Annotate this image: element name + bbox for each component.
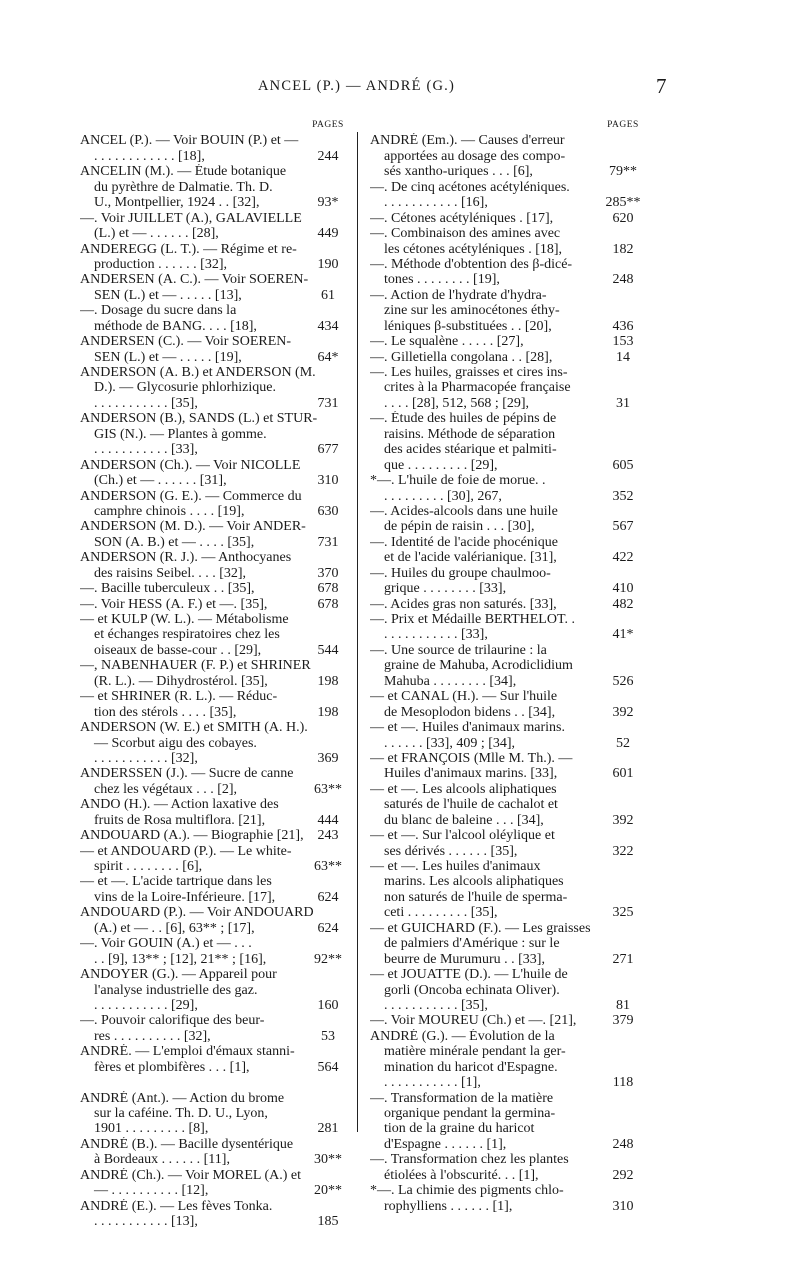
page-ref: 63** <box>314 781 342 797</box>
entry-line: —. Bacille tuberculeux . . [35], <box>80 581 255 597</box>
entry-line: — et —. Les huiles d'animaux <box>370 859 541 874</box>
entry-line: ANDERSEN (A. C.). — Voir SOEREN- <box>80 272 309 288</box>
page-ref: 190 <box>317 256 339 272</box>
page-ref: 198 <box>317 704 339 720</box>
entry-line: —. De cinq acétones acétyléniques. <box>370 179 570 195</box>
entry-line: ANDOYER (G.). — Appareil pour <box>80 967 277 983</box>
entry-line: — et GUICHARD (F.). — Les graisses <box>370 920 591 936</box>
entry-line: SEN (L.) et — . . . . . [19], <box>94 349 242 365</box>
entry-line: . . . . . . . . . . . [35], <box>94 395 198 411</box>
page-ref: 410 <box>612 581 634 597</box>
entry-line: que . . . . . . . . . [29], <box>384 457 498 473</box>
entry-line: du blanc de baleine . . . [34], <box>384 812 544 828</box>
entry-line: chez les végétaux . . . [2], <box>94 781 238 797</box>
entry-line: camphre chinois . . . . [19], <box>94 503 245 519</box>
entry-line: U., Montpellier, 1924 . . [32], <box>94 195 260 211</box>
entry-line: mination du haricot d'Espagne. <box>384 1059 558 1075</box>
entry-line: les cétones acétyléniques . [18], <box>384 241 563 257</box>
page-ref: 118 <box>612 1075 634 1091</box>
entry-line: de Mesoplodon bidens . . [34], <box>384 704 556 720</box>
entry-line: . . . . . . . . . . . [33], <box>384 627 488 643</box>
entry-line: marins. Les alcools aliphatiques <box>384 874 564 890</box>
entry-line: l'analyse industrielle des gaz. <box>94 982 258 998</box>
entry-line: ANDERSON (M. D.). — Voir ANDER- <box>80 519 306 535</box>
entry-line: —. Méthode d'obtention des β-dicé- <box>370 256 573 272</box>
entry-line: ANDOUARD (P.). — Voir ANDOUARD <box>80 905 314 921</box>
entry-line: — et —. Sur l'alcool oléylique et <box>370 828 555 844</box>
entry-line: non saturés de l'huile de sperma- <box>384 889 568 905</box>
entry-line: —. Voir JUILLET (A.), GALAVIELLE <box>80 210 302 226</box>
page-ref: 310 <box>317 473 339 489</box>
entry-line: . . . . . . . . . . . [13], <box>94 1214 198 1230</box>
entry-line: à Bordeaux . . . . . . [11], <box>94 1152 230 1168</box>
entry-line: sés xantho-uriques . . . [6], <box>384 164 533 180</box>
page-ref: 64* <box>317 349 339 365</box>
pages-heading-left: PAGES <box>312 120 344 130</box>
page-ref: 422 <box>612 550 634 566</box>
page-ref: 285** <box>605 195 641 211</box>
entry-line: —. Acides gras non saturés. [33], <box>370 596 557 612</box>
entry-line: — et JOUATTE (D.). — L'huile de <box>370 967 568 983</box>
page-ref: 449 <box>317 226 339 242</box>
entry-line: ANDERSSEN (J.). — Sucre de canne <box>80 766 294 782</box>
entry-line: —. Prix et Médaille BERTHELOT. . <box>370 612 575 627</box>
page-ref: 678 <box>317 596 339 612</box>
entry-line: ANDRÉ. — L'emploi d'émaux stanni- <box>80 1044 295 1060</box>
page-ref: 678 <box>317 581 339 597</box>
entry-line: ceti . . . . . . . . . [35], <box>384 905 498 921</box>
entry-line: —. Voir GOUIN (A.) et — . . . <box>80 936 252 952</box>
entry-line: gorli (Oncoba echinata Oliver). <box>384 982 560 998</box>
entry-line: —. Action de l'hydrate d'hydra- <box>370 287 547 303</box>
page-ref: 41* <box>612 627 634 643</box>
entry-line: . . . . . . . . . . . . [18], <box>94 148 205 164</box>
left-pages-column <box>293 118 363 1230</box>
page-ref: 53 <box>321 1028 335 1044</box>
entry-line: ANDO (H.). — Action laxative des <box>80 797 279 813</box>
page-ref: 601 <box>612 766 634 782</box>
entry-line: —. Pouvoir calorifique des beur- <box>80 1013 265 1029</box>
page-ref: 436 <box>612 318 634 334</box>
page-ref: 630 <box>317 503 339 519</box>
entry-line: ANDRÉ (Ant.). — Action du brome <box>80 1090 285 1106</box>
entry-line: . . . . . . . . . [30], 267, <box>384 488 502 504</box>
page-ref: 81 <box>616 997 630 1013</box>
page-ref: 392 <box>612 812 634 828</box>
entry-line: —. Les huiles, graisses et cires ins- <box>370 365 568 380</box>
page-ref: 20** <box>314 1183 342 1199</box>
page-ref: 243 <box>317 828 339 844</box>
entry-line: ANCELIN (M.). — Étude botanique <box>80 164 287 180</box>
page-ref: 14 <box>616 349 630 365</box>
entry-line: — et CANAL (H.). — Sur l'huile <box>370 689 558 705</box>
entry-line: méthode de BANG. . . . [18], <box>94 318 257 334</box>
entry-line: ses dérivés . . . . . . [35], <box>384 843 518 859</box>
entry-line: —, NABENHAUER (F. P.) et SHRINER <box>80 658 311 674</box>
entry-line: . . . . . . [33], 409 ; [34], <box>384 735 516 751</box>
entry-line: *—. L'huile de foie de morue. . <box>370 473 546 489</box>
page-ref: 271 <box>612 951 634 967</box>
entry-line: — et —. Les alcools aliphatiques <box>370 781 557 797</box>
entry-line: . . . . . . . . . . . [33], <box>94 442 198 458</box>
entry-line: crites à la Pharmacopée française <box>384 380 571 396</box>
entry-line: —. Cétones acétyléniques . [17], <box>370 210 554 226</box>
entry-line: tion des stérols . . . . [35], <box>94 704 237 720</box>
entry-line: —. Combinaison des amines avec <box>370 226 561 242</box>
page-ref: 567 <box>612 519 634 535</box>
entry-line: —. Gilletiella congolana . . [28], <box>370 349 553 365</box>
entry-line: et échanges respiratoires chez les <box>94 627 280 643</box>
entry-line: ANDERSON (G. E.). — Commerce du <box>80 488 302 504</box>
entry-line: (Ch.) et — . . . . . . [31], <box>94 473 227 489</box>
page-ref: 153 <box>612 334 634 350</box>
page-ref: 564 <box>317 1059 339 1075</box>
page-ref: 30** <box>314 1152 342 1168</box>
entry-line: oiseaux de basse-cour . . [29], <box>94 642 262 658</box>
entry-line: *—. La chimie des pigments chlo- <box>370 1183 564 1199</box>
entry-line: vins de la Loire-Inférieure. [17], <box>94 889 276 905</box>
entry-line: . . . . . . . . . . . [35], <box>384 997 488 1013</box>
page-ref: 605 <box>612 457 634 473</box>
page-ref: 160 <box>317 997 339 1013</box>
entry-line: —. Acides-alcools dans une huile <box>370 503 558 519</box>
page-ref: 185 <box>317 1214 339 1230</box>
entry-line: ANDERSON (B.), SANDS (L.) et STUR- <box>80 411 318 427</box>
entry-line: . . . . . . . . . . . [1], <box>384 1075 481 1091</box>
entry-line: fruits de Rosa multiflora. [21], <box>94 812 266 828</box>
entry-line: des acides stéarique et palmiti- <box>384 442 557 458</box>
page-ref: 624 <box>317 920 339 936</box>
entry-line: du pyrèthre de Dalmatie. Th. D. <box>94 179 273 195</box>
entry-line: res . . . . . . . . . . [32], <box>94 1028 211 1044</box>
entry-line: — et —. L'acide tartrique dans les <box>80 874 272 890</box>
entry-line: —. Transformation de la matière <box>370 1090 554 1106</box>
entry-line: . . . . . . . . . . . [29], <box>94 997 198 1013</box>
entry-line: apportées au dosage des compo- <box>384 148 566 164</box>
entry-line: ANDERSON (Ch.). — Voir NICOLLE <box>80 457 301 473</box>
page-ref: 31 <box>616 395 630 411</box>
page-ref: 731 <box>317 395 339 411</box>
entry-line: zine sur les aminocétones éthy- <box>384 303 560 319</box>
entry-line: D.). — Glycosurie phlorhizique. <box>94 380 276 396</box>
entry-line: ANDRÉ (Em.). — Causes d'erreur <box>370 133 565 149</box>
entry-line: ANDERSON (A. B.) et ANDERSON (M. <box>80 365 316 380</box>
page-header <box>0 74 800 104</box>
entry-line: —. Une source de trilaurine : la <box>370 642 547 658</box>
page-ref: 93* <box>317 195 339 211</box>
entry-line: SEN (L.) et — . . . . . [13], <box>94 287 242 303</box>
page-ref: 370 <box>317 565 339 581</box>
page-ref: 63** <box>314 859 342 874</box>
page-ref: 731 <box>317 534 339 550</box>
page-ref: 310 <box>612 1198 634 1214</box>
page-ref: 92** <box>314 951 342 967</box>
page-ref: 392 <box>612 704 634 720</box>
entry-line: . . . . [28], 512, 568 ; [29], <box>384 395 530 411</box>
entry-line: — et FRANÇOIS (Mlle M. Th.). — <box>370 750 573 766</box>
page-ref: 292 <box>612 1167 634 1183</box>
page-ref: 248 <box>612 1136 634 1152</box>
entry-line: —. Voir HESS (A. F.) et —. [35], <box>80 596 268 612</box>
entry-line: — et KULP (W. L.). — Métabolisme <box>80 612 289 627</box>
page-ref: 281 <box>317 1121 339 1137</box>
page-ref: 352 <box>612 488 634 504</box>
entry-line: léniques β-substituées . . [20], <box>384 318 552 334</box>
entry-line: — et ANDOUARD (P.). — Le white- <box>80 843 292 859</box>
entry-line: (L.) et — . . . . . . [28], <box>94 226 219 242</box>
entry-line: —. Dosage du sucre dans la <box>80 303 237 319</box>
entry-line: ANDERSON (W. E.) et SMITH (A. H.). <box>80 720 308 736</box>
entry-line: et de l'acide valérianique. [31], <box>384 550 557 566</box>
entry-line: GIS (N.). — Plantes à gomme. <box>94 426 267 442</box>
page-ref: 624 <box>317 889 339 905</box>
page-ref: 482 <box>612 596 634 612</box>
page-ref: 369 <box>317 750 339 766</box>
page-ref: 526 <box>612 673 634 689</box>
entry-line: beurre de Murumuru . . [33], <box>384 951 545 967</box>
entry-line: (R. L.). — Dihydrostérol. [35], <box>94 673 268 689</box>
entry-line: tones . . . . . . . . [19], <box>384 272 500 288</box>
page-ref: 248 <box>612 272 634 288</box>
entry-line: —. Transformation chez les plantes <box>370 1152 569 1168</box>
running-head: ANCEL (P.) — ANDRÉ (G.) <box>258 78 456 94</box>
entry-line: étiolées à l'obscurité. . . [1], <box>384 1167 539 1183</box>
page-number: 7 <box>656 74 667 98</box>
entry-line: SON (A. B.) et — . . . . [35], <box>94 534 255 550</box>
entry-line: matière minérale pendant la ger- <box>384 1044 566 1060</box>
entry-line: tion de la graine du haricot <box>384 1121 535 1137</box>
entry-line: graine de Mahuba, Acrodiclidium <box>384 658 573 674</box>
entry-line: . . [9], 13** ; [12], 21** ; [16], <box>94 951 267 967</box>
entry-line: . . . . . . . . . . . [16], <box>384 195 488 211</box>
entry-line: Huiles d'animaux marins. [33], <box>384 766 558 782</box>
entry-line: ANDEREGG (L. T.). — Régime et re- <box>80 241 297 257</box>
page-ref: 544 <box>317 642 339 658</box>
right-pages-column <box>588 118 658 1214</box>
entry-line: 1901 . . . . . . . . . [8], <box>94 1121 209 1137</box>
page-ref: 61 <box>321 287 335 303</box>
page-ref: 677 <box>317 442 339 458</box>
entry-line: de pépin de raisin . . . [30], <box>384 519 535 535</box>
entry-line: —. Voir MOUREU (Ch.) et —. [21], <box>370 1013 577 1029</box>
entry-line: —. Le squalène . . . . . [27], <box>370 334 524 350</box>
entry-line: grique . . . . . . . . [33], <box>384 581 507 597</box>
entry-line: spirit . . . . . . . . [6], <box>94 859 203 874</box>
pages-heading-right: PAGES <box>607 120 639 130</box>
entry-line: ANDRÉ (E.). — Les fèves Tonka. <box>80 1198 273 1214</box>
entry-line: —. Identité de l'acide phocénique <box>370 534 558 550</box>
entry-line: des raisins Seibel. . . . [32], <box>94 565 247 581</box>
entry-line: ANDERSEN (C.). — Voir SOEREN- <box>80 334 292 350</box>
entry-line: — et —. Huiles d'animaux marins. <box>370 720 565 736</box>
entry-line: ANDRÉ (Ch.). — Voir MOREL (A.) et <box>80 1167 302 1183</box>
entry-line: —. Huiles du groupe chaulmoo- <box>370 565 551 581</box>
page-ref: 52 <box>616 735 630 751</box>
entry-line: raisins. Méthode de séparation <box>384 426 556 442</box>
page-ref: 434 <box>317 318 339 334</box>
entry-line: ANCEL (P.). — Voir BOUIN (P.) et — <box>80 133 299 149</box>
entry-line: de palmiers d'Amérique : sur le <box>384 936 560 952</box>
page-ref: 322 <box>612 843 634 859</box>
entry-line: rophylliens . . . . . . [1], <box>384 1198 513 1214</box>
entry-line: production . . . . . . [32], <box>94 256 227 272</box>
entry-line: — . . . . . . . . . . [12], <box>94 1183 209 1199</box>
page-ref: 182 <box>612 241 634 257</box>
page-ref: 379 <box>612 1013 634 1029</box>
page-ref: 620 <box>612 210 634 226</box>
page-ref: 244 <box>317 148 339 164</box>
entry-line: —. Étude des huiles de pépins de <box>370 411 557 427</box>
entry-line: saturés de l'huile de cachalot et <box>384 797 558 813</box>
page-ref: 325 <box>612 905 634 921</box>
entry-line: sur la caféine. Th. D. U., Lyon, <box>94 1106 268 1121</box>
entry-line: d'Espagne . . . . . . [1], <box>384 1136 507 1152</box>
entry-line: organique pendant la germina- <box>384 1106 556 1121</box>
entry-line: — et SHRINER (R. L.). — Réduc- <box>80 689 278 705</box>
entry-line: (A.) et — . . [6], 63** ; [17], <box>94 920 255 936</box>
page-ref: 79** <box>609 164 637 180</box>
entry-line: ANDRÉ (G.). — Évolution de la <box>370 1028 555 1044</box>
entry-line: fères et plombifères . . . [1], <box>94 1059 250 1075</box>
entry-line: ANDERSON (R. J.). — Anthocyanes <box>80 550 292 566</box>
entry-line: ANDRÉ (B.). — Bacille dysentérique <box>80 1136 294 1152</box>
entry-line: . . . . . . . . . . . [32], <box>94 750 198 766</box>
entry-line: ANDOUARD (A.). — Biographie [21], <box>80 828 304 844</box>
entry-line: — Scorbut aigu des cobayes. <box>94 735 257 751</box>
entry-line: Mahuba . . . . . . . . [34], <box>384 673 517 689</box>
page-ref: 198 <box>317 673 339 689</box>
page-ref: 444 <box>317 812 339 828</box>
